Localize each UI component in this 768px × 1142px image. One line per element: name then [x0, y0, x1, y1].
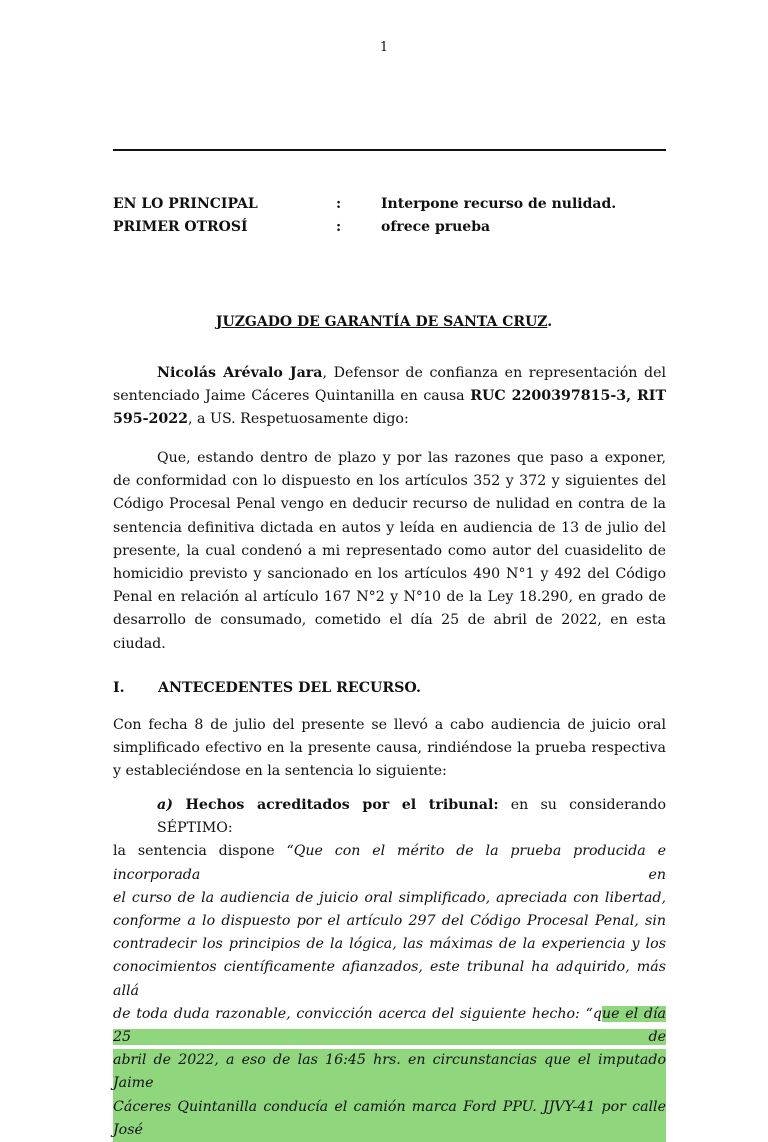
header-separator: :	[336, 219, 342, 235]
facts-heading: Hechos acreditados por el tribunal:	[172, 797, 499, 813]
facts-line: contradecir los principios de la lógica, las máximas de la experiencia y los	[113, 936, 666, 953]
intro-line: Nicolás Arévalo Jara, Defensor de confianza en representación del	[157, 365, 667, 381]
facts-letter: a)	[157, 797, 173, 813]
facts-line: a) Hechos acreditados por el tribunal: en su considerando SÉPTIMO:	[157, 797, 666, 837]
background-line: Con fecha 8 de julio del presente se llevó a cabo audiencia de juicio oral	[113, 717, 666, 733]
facts-line: conforme a lo dispuesto por el artículo 297 del Código Procesal Penal, sin	[113, 913, 666, 930]
header-divider	[113, 149, 666, 151]
intro-paragraph	[113, 362, 666, 432]
header-separator: :	[336, 196, 342, 212]
facts-line: conocimientos científicamente afianzados, este tribunal ha adquirido, más allá	[113, 959, 666, 999]
header-label: EN LO PRINCIPAL	[113, 196, 258, 212]
court-title	[0, 314, 768, 330]
petition-line: ciudad.	[113, 635, 166, 652]
intro-line: sentenciado Jaime Cáceres Quintanilla en causa RUC 2200397815-3, RIT	[113, 388, 666, 405]
page-number: 1	[379, 40, 389, 55]
highlighted-line: Cáceres Quintanilla conducía el camión marca Ford PPU. JJVY-41 por calle José	[113, 1096, 666, 1142]
highlighted-text: ue el día 25 de	[113, 1005, 666, 1046]
facts-paragraph	[113, 794, 666, 1142]
petition-line: Código Procesal Penal vengo en deducir recurso de nulidad en contra de la	[113, 496, 666, 513]
highlighted-line: abril de 2022, a eso de las 16:45 hrs. en circunstancias que el imputado Jaime	[113, 1049, 666, 1095]
background-line: y estableciéndose en la sentencia lo siguiente:	[113, 763, 447, 780]
case-ruc: RUC 2200397815-3, RIT	[470, 388, 666, 405]
header-label: PRIMER OTROSÍ	[113, 219, 248, 235]
facts-line: de toda duda razonable, convicción acerca del siguiente hecho: “que el día 25 de	[113, 1005, 666, 1046]
case-rit: 595-2022	[113, 411, 188, 428]
background-line: simplificado efectivo en la presente causa, rindiéndose la prueba respectiva	[113, 740, 666, 757]
court-name: JUZGADO DE GARANTÍA DE SANTA CRUZ	[215, 314, 548, 330]
intro-line: 595-2022, a US. Respetuosamente digo:	[113, 411, 409, 428]
petition-paragraph	[113, 447, 666, 656]
petition-line: Que, estando dentro de plazo y por las razones que paso a exponer,	[157, 450, 666, 466]
header-value: ofrece prueba	[381, 219, 491, 235]
court-suffix: .	[547, 314, 553, 330]
petition-line: desarrollo de consumado, cometido el día 25 de abril de 2022, en esta	[113, 612, 666, 629]
petition-line: de conformidad con lo dispuesto en los artículos 352 y 372 y siguientes del	[113, 473, 666, 490]
header-value: Interpone recurso de nulidad.	[381, 196, 617, 212]
background-paragraph	[113, 714, 666, 784]
facts-line: el curso de la audiencia de juicio oral simplificado, apreciada con libertad,	[113, 889, 666, 906]
section-number: I.	[113, 680, 125, 696]
section-title: ANTECEDENTES DEL RECURSO.	[158, 680, 421, 696]
facts-line: la sentencia dispone “Que con el mérito de la prueba producida e incorporada en	[113, 843, 666, 883]
petition-line: presente, la cual condenó a mi representado como autor del cuasidelito de	[113, 542, 666, 559]
defender-name: Nicolás Arévalo Jara	[157, 365, 323, 381]
petition-line: Penal en relación al artículo 167 N°2 y N°10 de la Ley 18.290, en grado de	[113, 589, 666, 606]
petition-line: homicidio previsto y sancionado en los artículos 490 N°1 y 492 del Código	[113, 566, 666, 583]
petition-line: sentencia definitiva dictada en autos y leída en audiencia de 13 de julio del	[113, 519, 666, 536]
